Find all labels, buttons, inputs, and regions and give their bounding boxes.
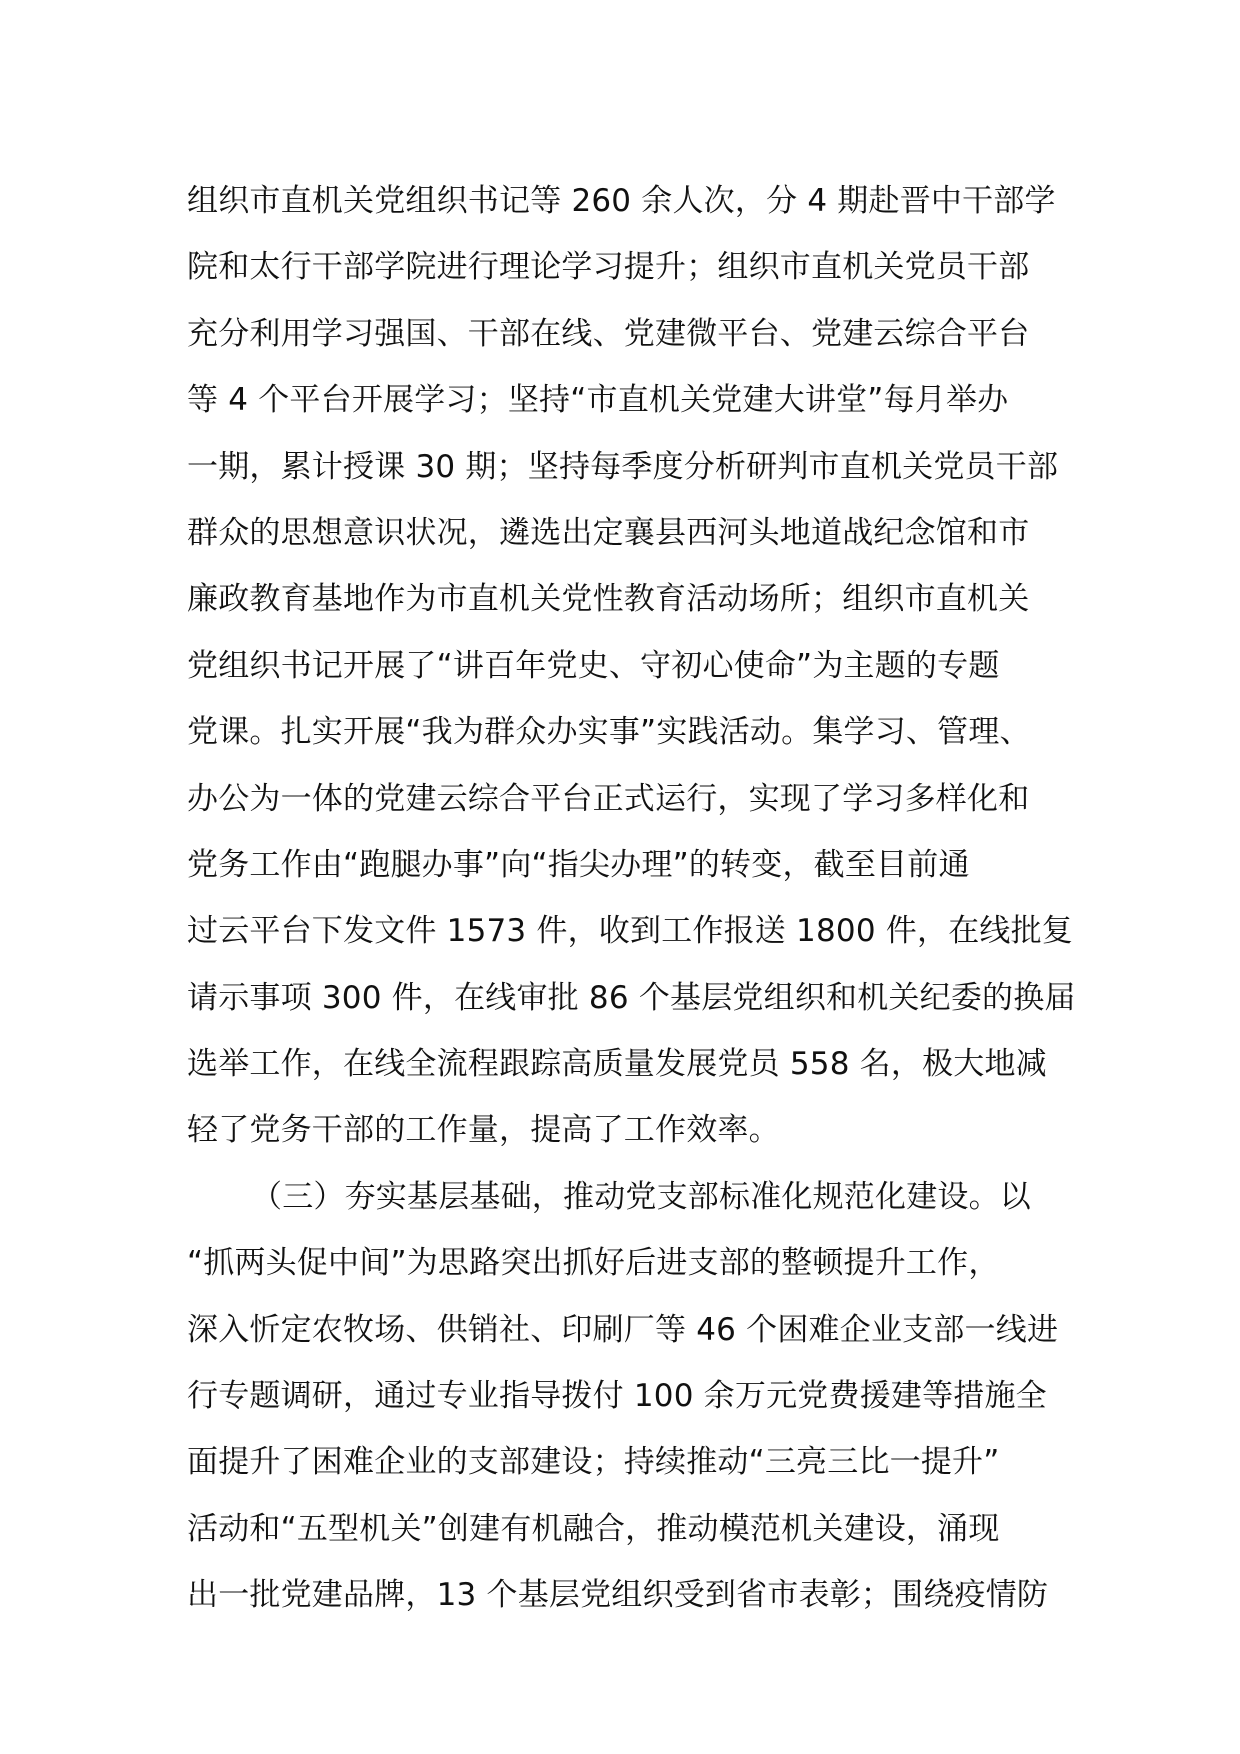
text-line-3: 充分利用学习强国、干部在线、党建微平台、党建云综合平台 bbox=[187, 315, 1030, 352]
text-line-15: 轻了党务干部的工作量，提高了工作效率。 bbox=[187, 1112, 780, 1149]
text-line-1: 组织市直机关党组织书记等 260 余人次，分 4 期赴晋中干部学 bbox=[187, 183, 1056, 219]
text-line-18: 深入忻定农牧场、供销社、印刷厂等 46 个困难企业支部一线进 bbox=[187, 1311, 1059, 1348]
text-line-20: 面提升了困难企业的支部建设；持续推动“三亮三比一提升” bbox=[187, 1444, 1000, 1481]
text-line-6: 群众的思想意识状况，遴选出定襄县西河头地道战纪念馆和市 bbox=[187, 514, 1030, 551]
text-line-9: 党课。扎实开展“我为群众办实事”实践活动。集学习、管理、 bbox=[187, 714, 1031, 751]
text-line-10: 办公为一体的党建云综合平台正式运行，实现了学习多样化和 bbox=[187, 780, 1030, 817]
text-line-17: “抓两头促中间”为思路突出抓好后进支部的整顿提升工作， bbox=[187, 1245, 1000, 1282]
text-line-19: 行专题调研，通过专业指导拨付 100 余万元党费援建等措施全 bbox=[187, 1378, 1047, 1415]
text-line-14: 选举工作，在线全流程跟踪高质量发展党员 558 名，极大地减 bbox=[187, 1046, 1047, 1083]
text-line-13: 请示事项 300 件，在线审批 86 个基层党组织和机关纪委的换届 bbox=[187, 979, 1076, 1016]
text-line-12: 过云平台下发文件 1573 件，收到工作报送 1800 件，在线批复 bbox=[187, 913, 1073, 950]
text-line-4: 等 4 个平台开展学习；坚持“市直机关党建大讲堂”每月举办 bbox=[187, 382, 1009, 419]
section-heading-line: （三）夯实基层基础，推动党支部标准化规范化建设。以 bbox=[251, 1178, 1031, 1215]
text-line-22: 出一批党建品牌，13 个基层党组织受到省市表彰；围绕疫情防 bbox=[187, 1577, 1049, 1614]
text-line-7: 廉政教育基地作为市直机关党性教育活动场所；组织市直机关 bbox=[187, 581, 1030, 618]
text-line-2: 院和太行干部学院进行理论学习提升；组织市直机关党员干部 bbox=[187, 249, 1030, 286]
body-text bbox=[187, 168, 1087, 1629]
text-line-8: 党组织书记开展了“讲百年党史、守初心使命”为主题的专题 bbox=[187, 647, 1000, 684]
text-line-11: 党务工作由“跑腿办事”向“指尖办理”的转变，截至目前通 bbox=[187, 846, 970, 883]
text-line-5: 一期，累计授课 30 期；坚持每季度分析研判市直机关党员干部 bbox=[187, 448, 1059, 485]
text-line-21: 活动和“五型机关”创建有机融合，推动模范机关建设，涌现 bbox=[187, 1510, 1000, 1547]
